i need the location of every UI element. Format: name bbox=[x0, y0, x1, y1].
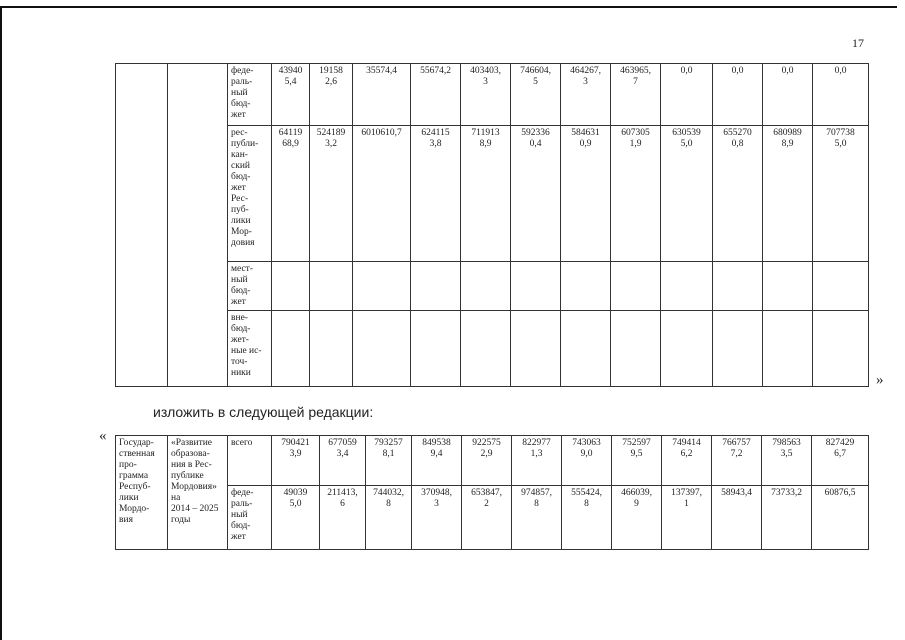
value-cell: 463965, 7 bbox=[611, 64, 661, 126]
value-cell: 655270 0,8 bbox=[713, 126, 763, 262]
value-cell bbox=[611, 311, 661, 387]
budget-table-new bbox=[115, 435, 869, 550]
value-cell: 624115 3,8 bbox=[411, 126, 461, 262]
value-cell bbox=[310, 311, 353, 387]
value-cell: 64119 68,9 bbox=[272, 126, 310, 262]
value-cell bbox=[813, 262, 869, 311]
instruction-text: изложить в следующей редакции: bbox=[153, 404, 374, 420]
value-cell bbox=[713, 262, 763, 311]
value-cell: 584631 0,9 bbox=[561, 126, 611, 262]
value-cell: 0,0 bbox=[661, 64, 713, 126]
value-cell: 849538 9,4 bbox=[412, 436, 462, 486]
value-cell: 0,0 bbox=[763, 64, 813, 126]
value-cell: 680989 8,9 bbox=[763, 126, 813, 262]
value-cell: 793257 8,1 bbox=[366, 436, 412, 486]
funding-source-cell: мест- ный бюд- жет bbox=[228, 262, 272, 311]
value-cell: 746604, 5 bbox=[511, 64, 561, 126]
value-cell bbox=[461, 262, 511, 311]
value-cell bbox=[661, 311, 713, 387]
value-cell bbox=[561, 262, 611, 311]
program-name-cell: Государ- ственная про- грамма Респуб- лики Мордо- вия bbox=[116, 436, 168, 550]
value-cell bbox=[272, 311, 310, 387]
value-cell: 55674,2 bbox=[411, 64, 461, 126]
value-cell bbox=[713, 311, 763, 387]
table-row bbox=[116, 64, 869, 126]
value-cell: 744032, 8 bbox=[366, 486, 412, 550]
program-title-cell: «Развитие образова- ния в Рес- публике Мордовия» на 2014 – 2025 годы bbox=[168, 436, 228, 550]
value-cell: 653847, 2 bbox=[462, 486, 512, 550]
scan-edge-left bbox=[0, 6, 2, 640]
value-cell bbox=[763, 311, 813, 387]
opening-quote: « bbox=[99, 428, 107, 444]
funding-source-cell: рес- публи- кан- ский бюд- жет Рес- пуб- лики Мор- довия bbox=[228, 126, 272, 262]
value-cell: 6010610,7 bbox=[353, 126, 411, 262]
value-cell bbox=[561, 311, 611, 387]
table-row bbox=[116, 486, 869, 550]
value-cell bbox=[763, 262, 813, 311]
value-cell: 711913 8,9 bbox=[461, 126, 511, 262]
value-cell: 743063 9,0 bbox=[562, 436, 612, 486]
value-cell: 790421 3,9 bbox=[272, 436, 320, 486]
funding-source-cell: всего bbox=[228, 436, 272, 486]
funding-source-cell: вне- бюд- жет- ные ис- точ- ники bbox=[228, 311, 272, 387]
value-cell bbox=[511, 262, 561, 311]
value-cell: 749414 6,2 bbox=[662, 436, 712, 486]
value-cell bbox=[272, 262, 310, 311]
value-cell: 35574,4 bbox=[353, 64, 411, 126]
budget-table-old bbox=[115, 63, 869, 387]
table-row bbox=[116, 262, 869, 311]
value-cell: 73733,2 bbox=[762, 486, 812, 550]
table-row bbox=[116, 311, 869, 387]
closing-quote: » bbox=[876, 372, 884, 388]
value-cell bbox=[310, 262, 353, 311]
page-number: 17 bbox=[852, 36, 864, 50]
scan-edge-top bbox=[0, 6, 897, 8]
value-cell: 524189 3,2 bbox=[310, 126, 353, 262]
value-cell: 43940 5,4 bbox=[272, 64, 310, 126]
value-cell: 19158 2,6 bbox=[310, 64, 353, 126]
value-cell bbox=[813, 311, 869, 387]
value-cell: 827429 6,7 bbox=[812, 436, 869, 486]
value-cell: 630539 5,0 bbox=[661, 126, 713, 262]
value-cell: 137397, 1 bbox=[662, 486, 712, 550]
value-cell: 211413, 6 bbox=[320, 486, 366, 550]
value-cell bbox=[353, 311, 411, 387]
value-cell: 555424, 8 bbox=[562, 486, 612, 550]
value-cell: 49039 5,0 bbox=[272, 486, 320, 550]
value-cell: 607305 1,9 bbox=[611, 126, 661, 262]
value-cell: 592336 0,4 bbox=[511, 126, 561, 262]
value-cell: 766757 7,2 bbox=[712, 436, 762, 486]
value-cell: 752597 9,5 bbox=[612, 436, 662, 486]
value-cell: 922575 2,9 bbox=[462, 436, 512, 486]
value-cell: 58943,4 bbox=[712, 486, 762, 550]
value-cell bbox=[411, 311, 461, 387]
value-cell bbox=[353, 262, 411, 311]
table-row bbox=[116, 126, 869, 262]
value-cell: 974857, 8 bbox=[512, 486, 562, 550]
value-cell: 677059 3,4 bbox=[320, 436, 366, 486]
value-cell: 822977 1,3 bbox=[512, 436, 562, 486]
value-cell bbox=[461, 311, 511, 387]
value-cell bbox=[511, 311, 561, 387]
value-cell: 403403, 3 bbox=[461, 64, 511, 126]
value-cell: 0,0 bbox=[813, 64, 869, 126]
funding-source-cell: феде- раль- ный бюд- жет bbox=[228, 64, 272, 126]
value-cell bbox=[411, 262, 461, 311]
value-cell: 370948, 3 bbox=[412, 486, 462, 550]
value-cell: 60876,5 bbox=[812, 486, 869, 550]
subprogram-cell bbox=[168, 64, 228, 387]
value-cell: 798563 3,5 bbox=[762, 436, 812, 486]
table-row bbox=[116, 436, 869, 486]
value-cell bbox=[611, 262, 661, 311]
value-cell bbox=[661, 262, 713, 311]
value-cell: 707738 5,0 bbox=[813, 126, 869, 262]
funding-source-cell: феде- раль- ный бюд- жет bbox=[228, 486, 272, 550]
value-cell: 0,0 bbox=[713, 64, 763, 126]
program-cell bbox=[116, 64, 168, 387]
value-cell: 466039, 9 bbox=[612, 486, 662, 550]
value-cell: 464267, 3 bbox=[561, 64, 611, 126]
